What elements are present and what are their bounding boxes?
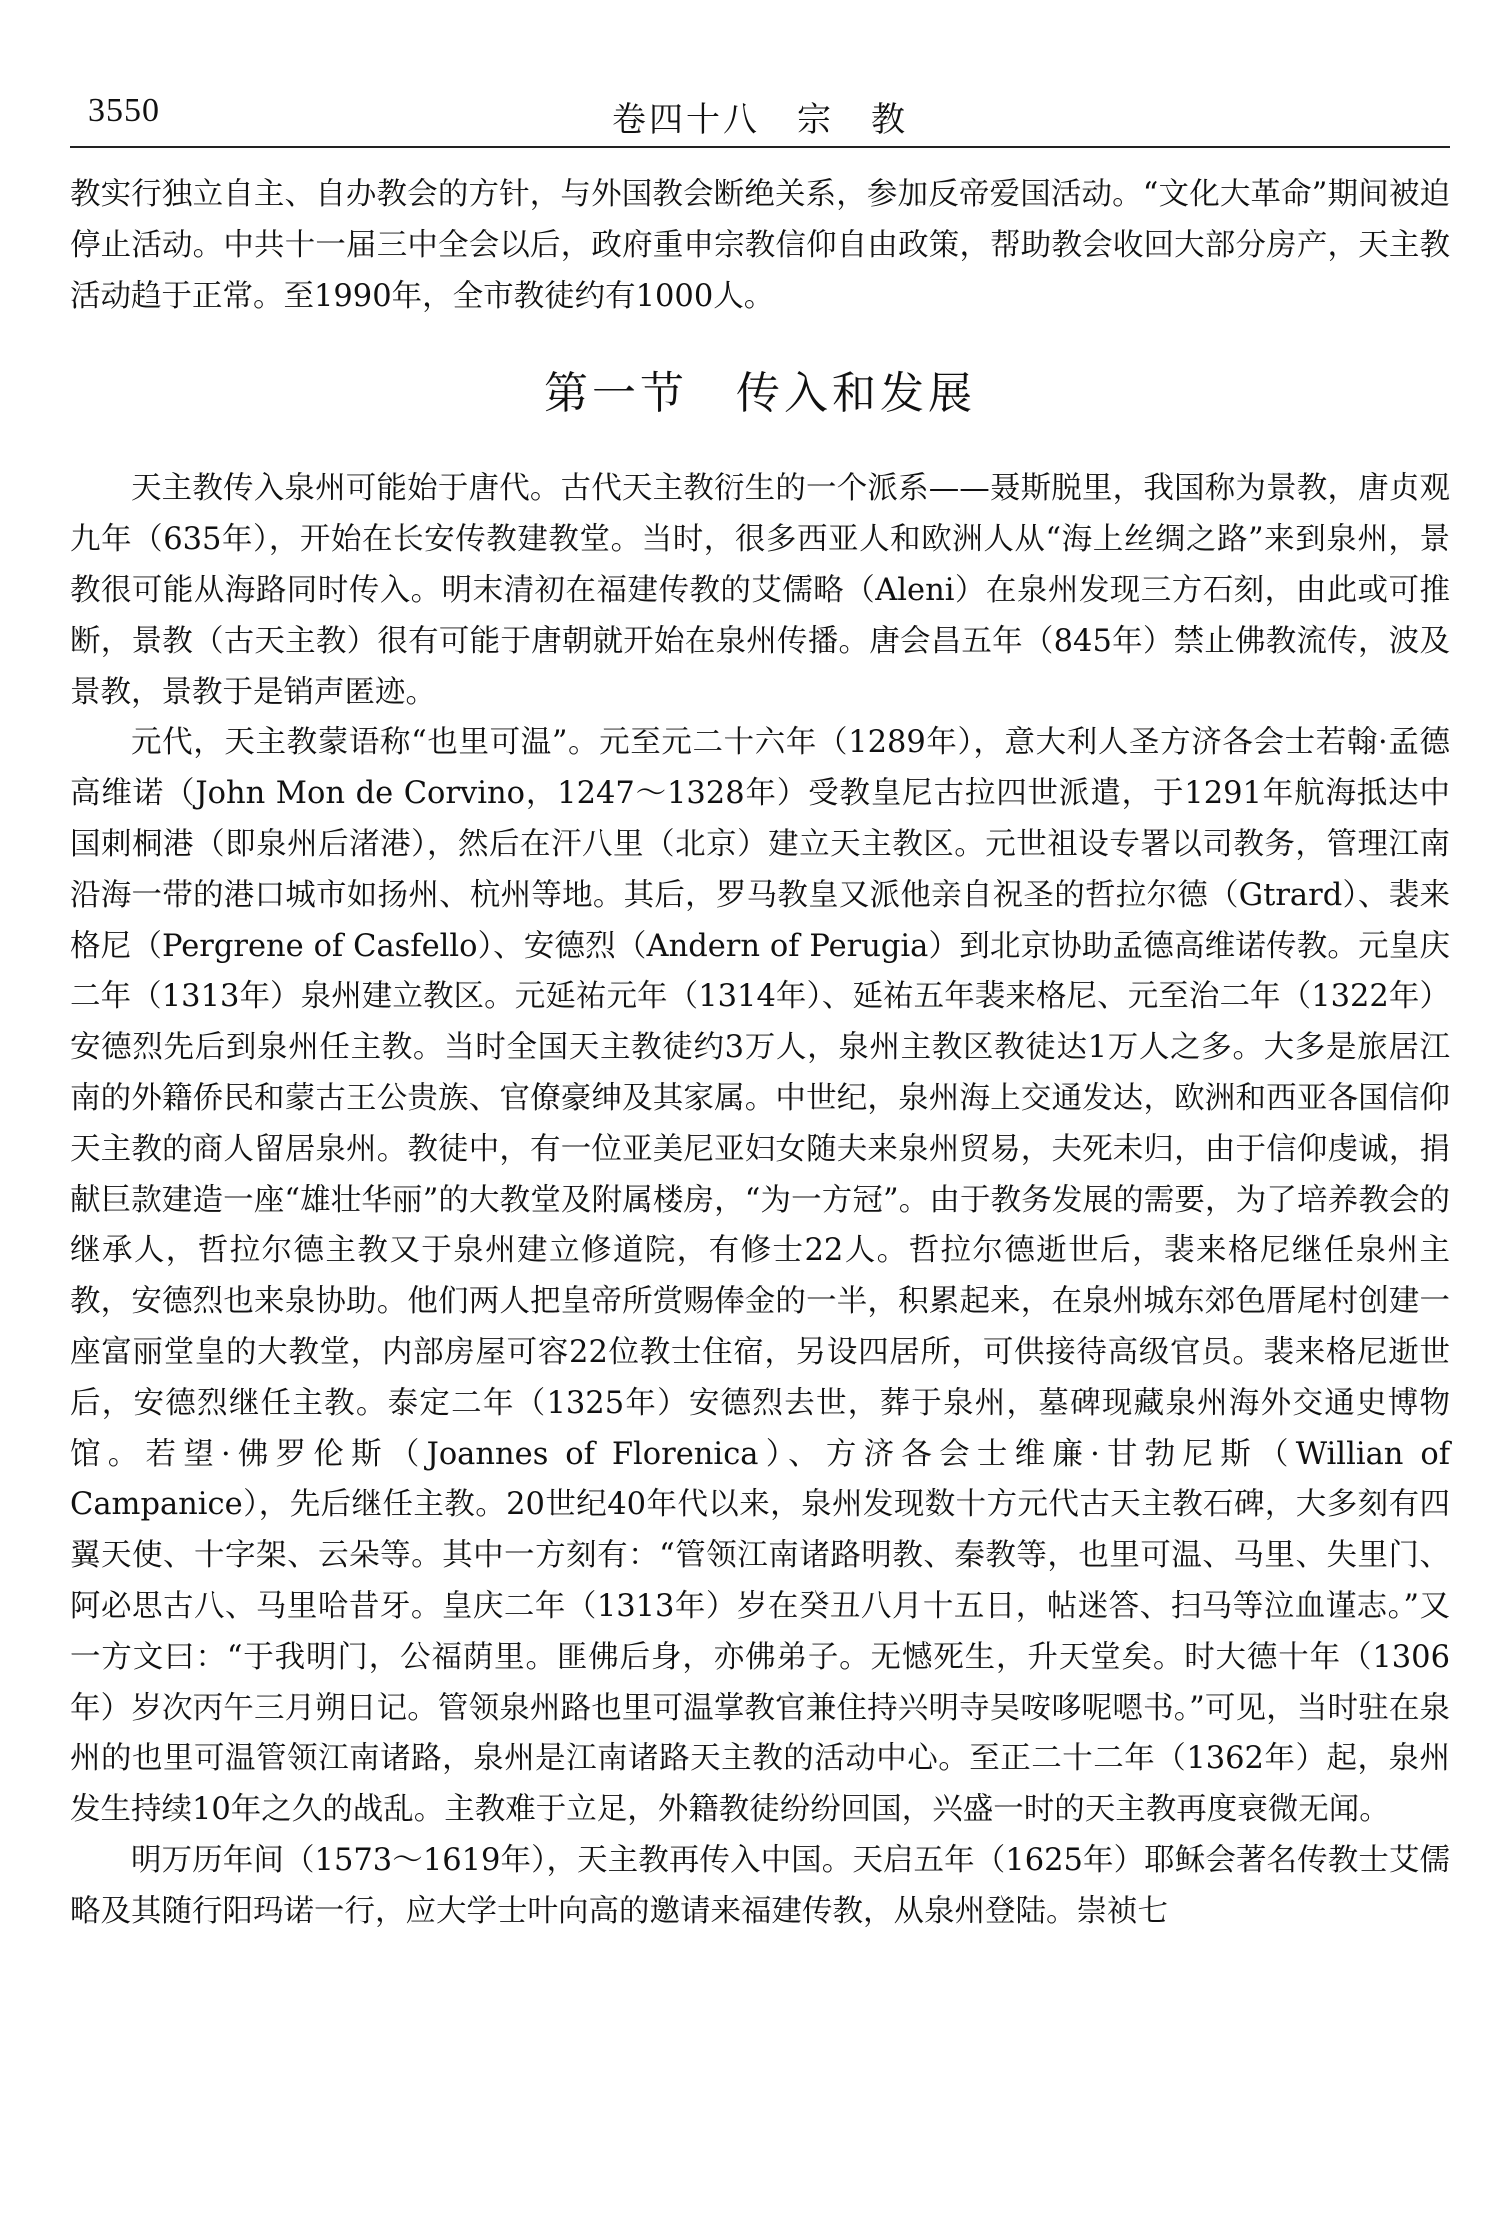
paragraph-ming-wanli: 明万历年间（1573～1619年），天主教再传入中国。天启五年（1625年）耶稣会著名传教士艾儒略及其随行阳玛诺一行，应大学士叶向高的邀请来福建传教，从泉州登陆。崇祯七 — [70, 1842, 1450, 1929]
continuation-paragraph: 教实行独立自主、自办教会的方针，与外国教会断绝关系，参加反帝爱国活动。“文化大革命”期间被迫停止活动。中共十一届三中全会以后，政府重申宗教信仰自由政策，帮助教会收回大部分房产，天主教活动趋于正常。至1990年，全市教徒约有1000人。 — [70, 177, 1450, 314]
paragraph-tang-origins: 天主教传入泉州可能始于唐代。古代天主教衍生的一个派系——聂斯脱里，我国称为景教，唐贞观九年（635年），开始在长安传教建教堂。当时，很多西亚人和欧洲人从“海上丝绸之路”来到泉州，景教很可能从海路同时传入。明末清初在福建传教的艾儒略（Aleni）在泉州发现三方石刻，由此或可推断，景教（古天主教）很有可能于唐朝就开始在泉州传播。唐会昌五年（845年）禁止佛教流传，波及景教，景教于是销声匿迹。 — [70, 471, 1450, 710]
page-number: 3550 — [88, 92, 160, 129]
page-header — [70, 92, 1450, 140]
running-head: 卷四十八 宗 教 — [612, 100, 908, 140]
section-title: 第一节 传入和发展 — [544, 368, 976, 420]
paragraph-yuan-dynasty: 元代，天主教蒙语称“也里可温”。元至元二十六年（1289年），意大利人圣方济各会士若翰·孟德高维诺（John Mon de Corvino，1247～1328年）受教皇尼古拉四世派遣，于1291年航海抵达中国刺桐港（即泉州后渚港），然后在汗八里（北京）建立天主教区。元世祖设专署以司教务，管理江南沿海一带的港口城市如扬州、杭州等地。其后，罗马教皇又派他亲自祝圣的哲拉尔德（Gtrard）、裴来格尼（Pergrene of Casfello）、安德烈（Andern of Perugia）到北京协助孟德高维诺传教。元皇庆二年（1313年）泉州建立教区。元延祐元年（1314年）、延祐五年裴来格尼、元至治二年（1322年）安德烈先后到泉州任主教。当时全国天主教徒约3万人，泉州主教区教徒达1万人之多。大多是旅居江南的外籍侨民和蒙古王公贵族、官僚豪绅及其家属。中世纪，泉州海上交通发达，欧洲和西亚各国信仰天主教的商人留居泉州。教徒中，有一位亚美尼亚妇女随夫来泉州贸易，夫死未归，由于信仰虔诚，捐献巨款建造一座“雄壮华丽”的大教堂及附属楼房，“为一方冠”。由于教务发展的需要，为了培养教会的继承人，哲拉尔德主教又于泉州建立修道院，有修士22人。哲拉尔德逝世后，裴来格尼继任泉州主教，安德烈也来泉协助。他们两人把皇帝所赏赐俸金的一半，积累起来，在泉州城东郊色厝尾村创建一座富丽堂皇的大教堂，内部房屋可容22位教士住宿，另设四居所，可供接待高级官员。裴来格尼逝世后，安德烈继任主教。泰定二年（1325年）安德烈去世，葬于泉州，墓碑现藏泉州海外交通史博物馆。若望·佛罗伦斯（Joannes of Florenica）、方济各会士维廉·甘勃尼斯（Willian of Campanice），先后继任主教。20世纪40年代以来，泉州发现数十方元代古天主教石碑，大多刻有四翼天使、十字架、云朵等。其中一方刻有：“管领江南诸路明教、秦教等，也里可温、马里、失里门、阿必思古八、马里哈昔牙。皇庆二年（1313年）岁在癸丑八月十五日，帖迷答、扫马等泣血谨志。”又一方文曰：“于我明门，公福荫里。匪佛后身，亦佛弟子。无憾死生，升天堂矣。时大德十年（1306年）岁次丙午三月朔日记。管领泉州路也里可温掌教官兼住持兴明寺吴咹哆呢嗯书。”可见，当时驻在泉州的也里可温管领江南诸路，泉州是江南诸路天主教的活动中心。至正二十二年（1362年）起，泉州发生持续10年之久的战乱。主教难于立足，外籍教徒纷纷回国，兴盛一时的天主教再度衰微无闻。 — [70, 725, 1450, 1828]
page-body — [70, 170, 1450, 1938]
header-rule — [70, 146, 1450, 148]
